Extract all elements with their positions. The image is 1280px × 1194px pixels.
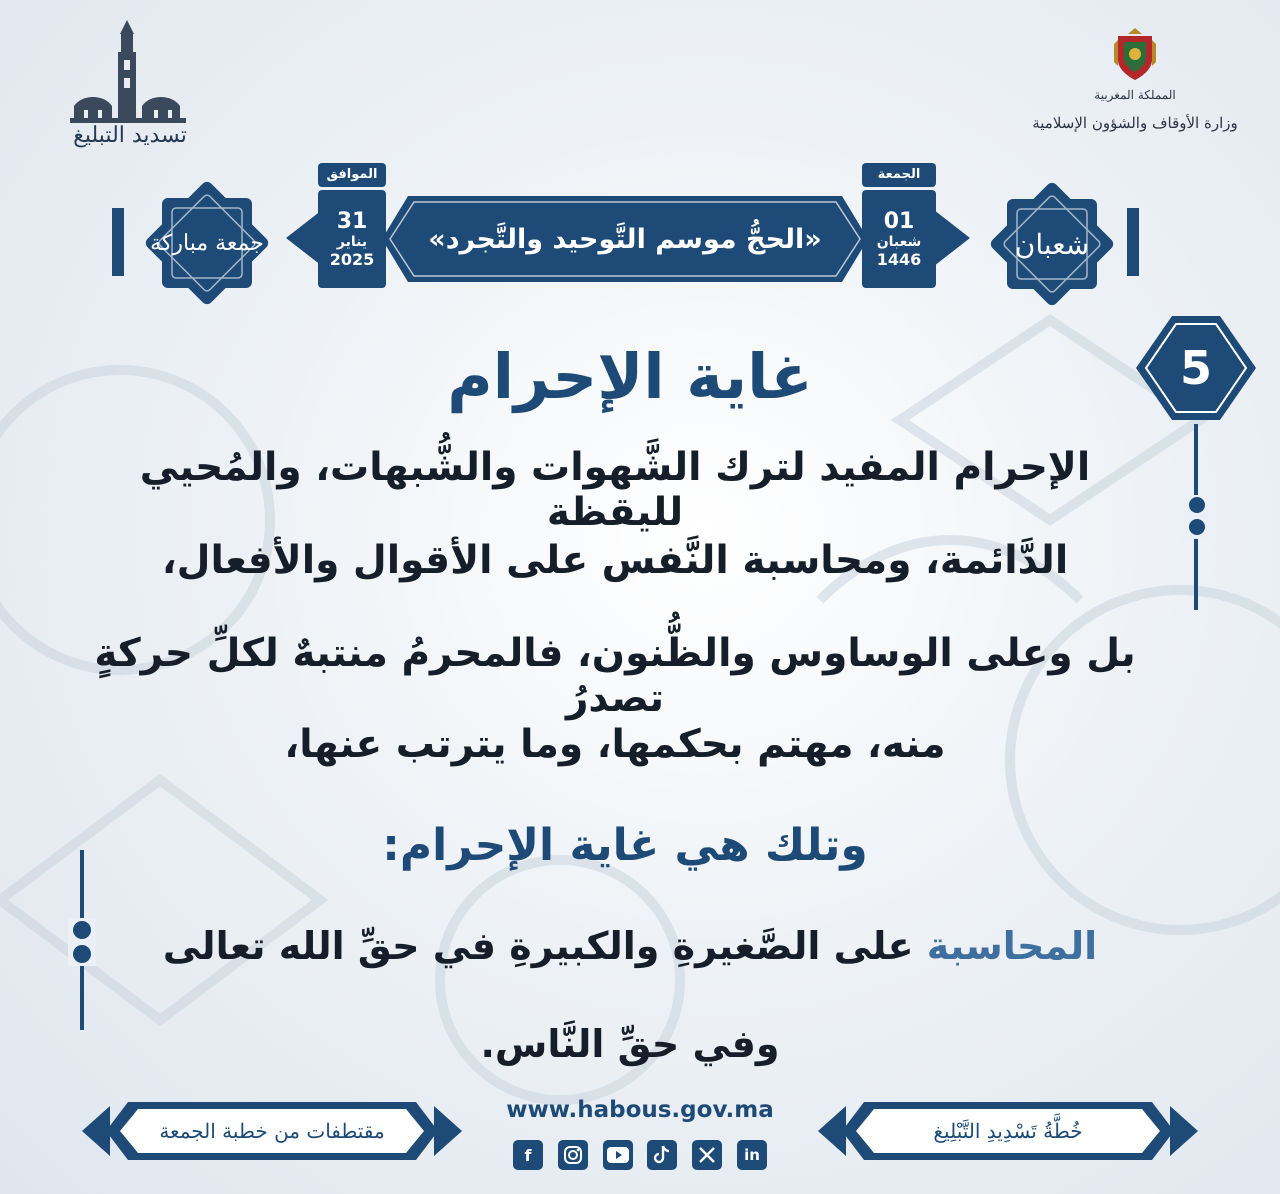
gregorian-day: 31 <box>336 209 368 234</box>
gregorian-date-box <box>318 190 386 288</box>
arrow-right-icon <box>934 210 970 266</box>
hijri-day: 01 <box>883 209 915 234</box>
ministry-name: وزارة الأوقاف والشؤون الإسلامية <box>1032 114 1238 132</box>
tiktok-icon[interactable] <box>647 1140 677 1170</box>
quote-mark-icon <box>68 918 96 966</box>
body-line-4: منه، مهتم بحكمها، وما يترتب عنها، <box>284 722 946 767</box>
conclusion-highlight: المحاسبة <box>926 924 1098 968</box>
hijri-month: شعبان <box>876 234 922 250</box>
tasdid-tabligh-logo <box>60 20 200 160</box>
youtube-icon[interactable] <box>603 1140 633 1170</box>
body-line-2: الدَّائمة، ومحاسبة النَّفس على الأقوال والأفعال، <box>161 538 1069 583</box>
section-title: غاية الإحرام <box>447 340 813 413</box>
gregorian-year: 2025 <box>329 250 375 269</box>
website-link[interactable]: www.habous.gov.ma <box>506 1097 774 1123</box>
ministry-country: المملكة المغربية <box>1094 88 1176 102</box>
facebook-icon[interactable]: f <box>513 1140 543 1170</box>
sermon-title: «الحجُّ موسم التَّوحيد والتَّجرد» <box>428 223 822 255</box>
hijri-year: 1446 <box>876 250 922 269</box>
logo-text: تسديد التبليغ <box>73 123 187 148</box>
gregorian-date <box>318 163 386 187</box>
mosque-icon <box>60 20 200 125</box>
hijri-date-box <box>862 190 936 288</box>
body-line-1: الإحرام المفيد لترك الشَّهوات والشُّبهات، والمُحيي لليقظة <box>139 445 1091 535</box>
gregorian-month: يناير <box>336 234 368 250</box>
left-end-bar <box>112 208 124 276</box>
body-line-3: بل وعلى الوساوس والظُّنون، فالمحرمُ منتبهٌ لكلِّ حركةٍ تصدرُ <box>94 631 1136 721</box>
ministry-emblem <box>1030 26 1240 146</box>
point-number: 5 <box>1179 341 1212 395</box>
shaaban-medallion <box>980 172 1124 316</box>
shaaban-text: شعبان <box>1014 227 1090 261</box>
sermon-title-banner <box>378 192 872 286</box>
conclusion-line-2: وفي حقِّ النَّاس. <box>480 1022 780 1066</box>
conclusion-heading: وتلك هي غاية الإحرام: <box>382 820 868 871</box>
excerpts-banner <box>82 1098 462 1164</box>
conclusion-rest: على الصَّغيرةِ والكبيرةِ في حقِّ الله تعالى <box>162 924 927 968</box>
x-icon[interactable] <box>692 1140 722 1170</box>
arrow-left-icon <box>286 210 322 266</box>
plan-banner <box>818 1098 1198 1164</box>
right-end-bar <box>1127 208 1139 276</box>
juma-mubaraka-medallion <box>134 170 280 316</box>
excerpts-text: مقتطفات من خطبة الجمعة <box>159 1119 385 1143</box>
gregorian-label: الموافق <box>326 167 378 182</box>
juma-mubaraka-text: جمعة مباركة <box>150 230 264 256</box>
linkedin-icon[interactable]: in <box>737 1140 767 1170</box>
quote-mark-icon <box>1184 495 1210 539</box>
coat-of-arms-icon <box>1112 26 1158 82</box>
conclusion-line-1 <box>130 924 1130 968</box>
hijri-date <box>862 163 936 187</box>
hijri-label: الجمعة <box>877 167 921 182</box>
instagram-icon[interactable] <box>558 1140 588 1170</box>
plan-text: خُطَّةُ تَسْدِيدِ التَّبْلِيغ <box>933 1119 1083 1143</box>
